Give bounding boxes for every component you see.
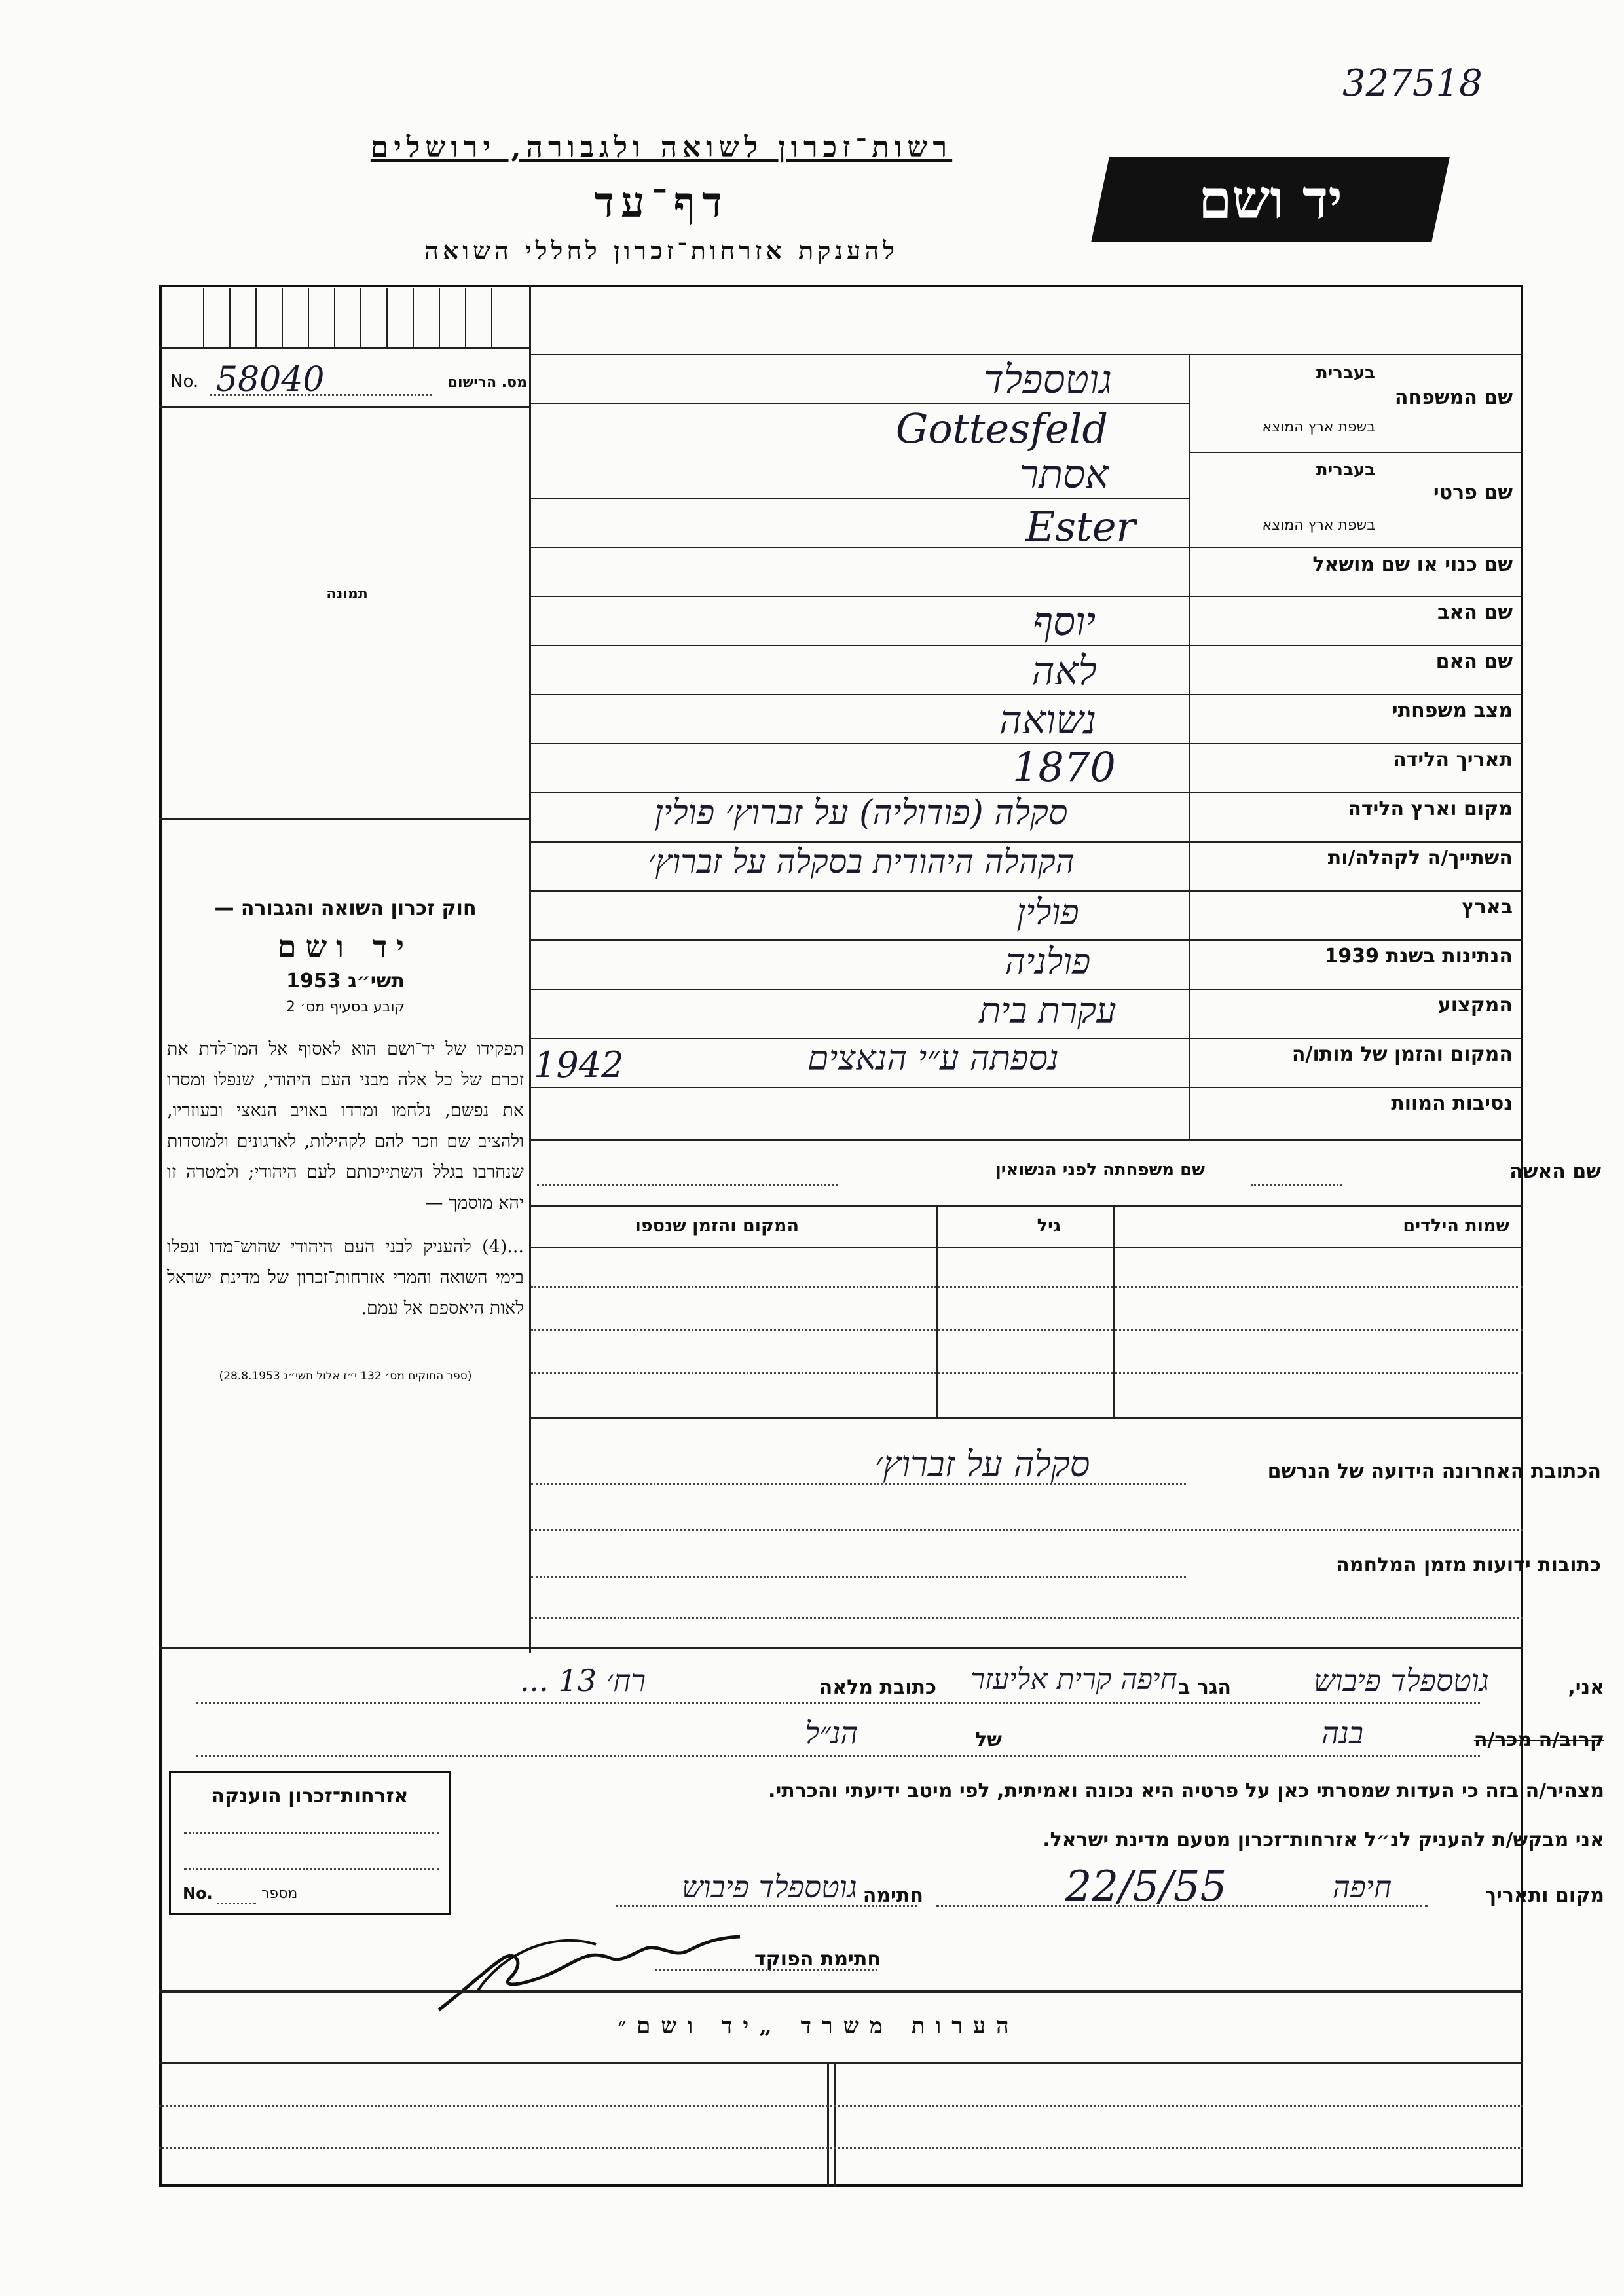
mother-name-value: לאה (1031, 648, 1097, 694)
profession-label: המקצוע (1437, 994, 1513, 1017)
law-section: קובע בסעיף מס׳ 2 (286, 999, 405, 1015)
country-value: פולין (1016, 892, 1079, 933)
declarant-address-value: רח׳ 13 ... (519, 1663, 646, 1698)
officer-signature-label: חתימת הפוקד (754, 1948, 881, 1971)
death-year-value: 1942 (534, 1044, 624, 1085)
law-body: תפקידו של יד־ושם הוא לאסוף אל המו־לדת את זכרם של כל אלה מבני העם היהודי, שנפלו ומסרו את נפשם, נלחמו ומרדו באויב הנאצי ובעוזריו, ולהציב שם וזכר להם לקהילות, לארגונים ולמוסדות שנחרבו בגלל השתייכותם לעם היהודי; ולמטרה זו יהא מוסמך — (167, 1039, 524, 1213)
photo-label: תמונה (326, 586, 368, 602)
children-names-header: שמות הילדים (1403, 1216, 1509, 1236)
children-age-header: גיל (1037, 1216, 1061, 1236)
law-block (167, 897, 524, 1383)
country-label: בארץ (1461, 896, 1513, 919)
first-name-label: שם פרטי (1433, 481, 1513, 504)
family-name-origin-sublabel: בשפת ארץ המוצא (1262, 419, 1375, 435)
declarant-resides-value: חיפה קרית אליעזר (970, 1663, 1177, 1696)
citizenship-number-prefix: No. (183, 1884, 213, 1903)
citizenship-1939-label: הנתינות בשנת 1939 (1324, 945, 1513, 968)
citizenship-1939-value: פולניה (1005, 941, 1091, 982)
birthdate-label: תאריך הלידה (1393, 748, 1513, 771)
relative-value: בנה (1321, 1715, 1364, 1751)
law-clause: ...(4) להעניק לבני העם היהודי שהוש־מדו ונפלו בימי השואה והמרי אזרחות־זכרון של מדינת ישראל לאות היאספם אל עמם. (167, 1237, 524, 1319)
marital-status-label: מצב משפחתי (1392, 699, 1513, 722)
law-heading: חוק זכרון השואה והגבורה — (214, 897, 477, 920)
first-name-hebrew-sublabel: בעברית (1316, 460, 1375, 480)
community-label: השתייך/ה לקהלה/ות (1327, 847, 1513, 869)
death-place-value: נספתה ע״י הנאצים (807, 1039, 1059, 1078)
law-name: יד ושם (277, 929, 414, 964)
place-date-label: מקום ותאריך (1485, 1884, 1604, 1907)
form-subtitle: להענקת אזרחות־זכרון לחללי השואה (424, 236, 899, 265)
last-address-value: סקלה על זברוץ׳ (874, 1444, 1090, 1485)
birthplace-value: סקלה (פודוליה) על זברוץ׳ פולין (654, 793, 1068, 833)
wife-name-label: שם האשה (1509, 1160, 1601, 1183)
relative-of-value: הנ״ל (805, 1715, 858, 1751)
relative-label: קרוב/ה מכר/ה (1473, 1728, 1604, 1751)
birthplace-label: מקום וארץ הלידה (1348, 797, 1513, 820)
declarant-name-value: גוטספלד פיבוש (1314, 1663, 1489, 1698)
death-circumstances-label: נסיבות המוות (1391, 1092, 1513, 1115)
declarant-address-label: כתובת מלאה (819, 1676, 936, 1699)
birthdate-value: 1870 (1012, 743, 1116, 791)
mother-name-label: שם האם (1435, 650, 1513, 673)
war-addresses-label: כתובות ידועות מזמן המלחמה (1336, 1554, 1601, 1576)
nickname-label: שם כנוי או שם מושאל (1312, 553, 1513, 576)
citizenship-number-label: מספר (261, 1886, 298, 1902)
family-name-hebrew-sublabel: בעברית (1316, 363, 1375, 383)
law-citation: (ספר החוקים מס׳ 132 י״ז אלול תשי״ג 28.8.1953) (219, 1370, 472, 1383)
signature-label: חתימה (862, 1884, 923, 1907)
declarant-i-label: אני, (1568, 1676, 1604, 1699)
signature-value: גוטספלד פיבוש (682, 1869, 857, 1904)
marital-status-value: נשואה (999, 697, 1097, 743)
yad-vashem-logo (1091, 157, 1450, 242)
first-name-origin-sublabel: בשפת ארץ המוצא (1262, 517, 1375, 534)
office-notes-title: הערות משרד „יד ושם״ (618, 2013, 1020, 2039)
declarant-resides-label: הגר ב (1178, 1676, 1231, 1699)
father-name-label: שם האב (1437, 601, 1513, 624)
law-year: תשי״ג 1953 (286, 970, 405, 993)
family-name-label: שם המשפחה (1394, 386, 1513, 409)
community-value: הקהלה היהודית בסקלה על זברוץ׳ (647, 843, 1075, 881)
authority-name: רשות־זכרון לשואה ולגבורה, ירושלים (370, 131, 953, 164)
place-value: חיפה (1332, 1869, 1392, 1904)
code-boxes (190, 288, 524, 347)
declaration-text: מצהיר/ה בזה כי העדות שמסרתי כאן על פרטיה היא נכונה ואמיתית, לפי מיטב ידיעתי והכרתי. (768, 1779, 1604, 1802)
last-address-label: הכתובת האחרונה הידועה של הנרשם (1267, 1460, 1601, 1483)
form-title: דף־עד (594, 178, 729, 227)
first-name-origin-value: Ester (1025, 503, 1136, 551)
registration-number-label: מס. הרישום (447, 374, 527, 391)
archive-number: 327518 (1342, 62, 1483, 105)
request-text: אני מבקש/ת להעניק לנ״ל אזרחות־זכרון מטעם מדינת ישראל. (1043, 1829, 1604, 1851)
relative-of-label: של (975, 1728, 1002, 1751)
logo-text: יד ושם (1198, 168, 1342, 231)
death-place-label: המקום והזמן של מותו/ה (1291, 1043, 1513, 1066)
registration-number (170, 360, 527, 399)
children-death-header: המקום והזמן שנספו (635, 1216, 799, 1236)
registration-number-prefix: No. (170, 372, 199, 392)
family-name-he-value: גוטספלד (984, 357, 1112, 403)
date-value: 22/5/55 (1065, 1863, 1227, 1911)
father-name-value: יוסף (1032, 599, 1096, 645)
profession-value: עקרת בית (979, 990, 1116, 1031)
citizenship-granted-title: אזרחות־זכרון הוענקה (211, 1785, 409, 1808)
family-name-origin-value: Gottesfeld (895, 405, 1109, 452)
registration-number-value: 58040 (216, 360, 325, 399)
first-name-he-value: אסתר (1019, 452, 1109, 498)
officer-signature-scribble (426, 1912, 766, 2023)
citizenship-granted-box (169, 1771, 451, 1915)
maiden-name-label: שם משפחתה לפני הנשואין (995, 1160, 1205, 1180)
